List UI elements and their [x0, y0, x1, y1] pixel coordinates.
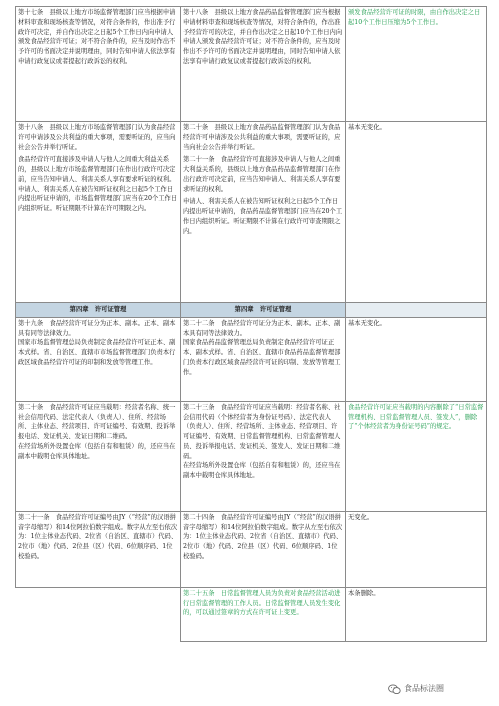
paragraph: 在经营场所外设置仓库（包括自有和租赁）的，还应当在副本中载明仓库具体地址。	[18, 442, 176, 460]
watermark	[388, 683, 444, 695]
paragraph: 基本无变化。	[348, 124, 386, 131]
paragraph: 第二十一条 食品经营许可证编号由JY（“经营”的汉语拼音字母缩写）和14位阿拉伯数字组成。数字从左至右依次为：1位主体业态代码、2位省（自治区、直辖市）代码、2位市（地）代码、2位县（区）代码、6位顺序码、1位校验码。	[18, 513, 178, 560]
wechat-icon	[388, 684, 401, 695]
change-note	[346, 511, 487, 587]
paragraph: 食品经营许可证应当载明的内容删除了“日常监督管理机构、日常监督管理人员、签发人”，删除了“个体经营者为身份证号码”的规定。	[348, 403, 484, 431]
change-note	[346, 317, 487, 401]
paragraph: 第十七条 县级以上地方市场监督管理部门应当根据申请材料审查和现场核查等情况，对符合条件的，作出准予行政许可决定，并自作出决定之日起5个工作日内向申请人颁发食品经营许可证；对不符合条件的，应当及时作出不予许可的书面决定并说明理由，同时告知申请人依法享有申请行政复议或者提起行政诉讼的权利。	[18, 9, 176, 65]
paragraph: 第二十一条 食品经营许可直接涉及申请人与他人之间重大利益关系的，县级以上地方食品药品监督管理部门在作出行政许可决定前，应当告知申请人、利害关系人享有要求听证的权利。	[183, 156, 341, 193]
new-article-19	[16, 317, 181, 401]
paragraph: 国家市场监督管理总局负责制定食品经营许可证正本、副本式样。省、自治区、直辖市市场监督管理部门负责本行政区域食品经营许可证的印制和发放等管理工作。	[18, 339, 176, 366]
paragraph: 颁发食品经营许可证的时限，由自作出决定之日起10个工作日压缩为5个工作日。	[348, 9, 481, 26]
change-note	[346, 7, 487, 122]
change-note	[346, 587, 487, 641]
paragraph: 食品经营许可直接涉及申请人与他人之间重大利益关系的，县级以上地方市场监督管理部门在作出行政许可决定前，应当告知申请人、利害关系人享有要求听证的权利。	[18, 156, 176, 183]
empty-cell	[16, 587, 181, 641]
old-article-20-21	[181, 122, 346, 303]
chapter-title-new: 第四章 许可证管理	[16, 303, 181, 318]
paragraph: 第二十条 食品经营许可证应当载明：经营者名称、统一社会信用代码、法定代表人（负责人）、住所、经营场所、主体业态、经营项目、许可证编号、有效期、投诉举报电话、发证机关、发证日期和二维码。	[18, 403, 176, 440]
paragraph: 第二十三条 食品经营许可证应当载明：经营者名称、社会信用代码（个体经营者为身份证号码）、法定代表人（负责人）、住所、经营场所、主体业态、经营项目、许可证编号、有效期、日常监督管理机构、日常监督管理人员、投诉举报电话、发证机关、签发人、发证日期和二维码。	[183, 403, 341, 460]
change-note	[346, 122, 487, 303]
paragraph: 第二十四条 食品经营许可证编号由JY（“经营”的汉语拼音字母缩写）和14位阿拉伯数字组成。数字从左至右依次为：1位主体业态代码、2位省（自治区、直辖市）代码、2位市（地）代码、2位县（区）代码、6位顺序码、1位校验码。	[183, 513, 343, 560]
paragraph: 第二十五条 日常监督管理人员为负责对食品经营活动进行日常监督管理的工作人员。日常监督管理人员发生变化的，可以通过签章的方式在许可证上变更。	[183, 589, 341, 617]
old-article-22	[181, 317, 346, 401]
paragraph: 第二十二条 食品经营许可证分为正本、副本。正本、副本具有同等法律效力。	[183, 319, 341, 337]
table-row	[16, 122, 487, 303]
paragraph: 第二十条 县级以上地方食品药品监督管理部门认为食品经营许可申请涉及公共利益的重大事项，需要听证的，应当向社会公告并举行听证。	[183, 124, 341, 151]
table-row	[16, 587, 487, 641]
change-note	[346, 401, 487, 511]
new-article-17	[16, 7, 181, 122]
old-article-23	[181, 401, 346, 511]
regulation-comparison-table	[15, 6, 487, 642]
table-row	[16, 317, 487, 401]
old-article-24	[181, 511, 346, 587]
new-article-20	[16, 401, 181, 511]
comparison-table-wrapper	[15, 6, 486, 642]
paragraph: 在经营场所外设置仓库（包括自有和租赁）的，还应当在副本中载明仓库具体地址。	[183, 462, 341, 479]
paragraph: 申请人、利害关系人在被告知听证权利之日起5个工作日内提出听证申请的，食品药品监督管理部门应当在20个工作日内组织听证。听证期限不计算在行政许可审查期限之内。	[183, 198, 343, 235]
paragraph: 无变化。	[348, 513, 374, 521]
watermark-text: 食品标法圈	[404, 684, 444, 693]
table-row	[16, 511, 487, 587]
chapter-heading-row	[16, 303, 487, 318]
paragraph: 基本无变化。	[348, 319, 386, 327]
chapter-note	[346, 303, 487, 318]
old-article-18	[181, 7, 346, 122]
paragraph: 申请人、利害关系人在被告知听证权利之日起5个工作日内提出听证申请的，市场监督管理部门应当在20个工作日内组织听证。听证期限不计算在许可期限之内。	[18, 185, 178, 212]
new-article-21	[16, 511, 181, 587]
paragraph: 第十八条 县级以上地方食品药品监督管理部门应当根据申请材料审查和现场核查等情况，对符合条件的，作出准予经营许可的决定，并自作出决定之日起10个工作日内向申请人颁发食品经营许可证；对不符合条件的，应当及时作出不予许可的书面决定并说明理由，同时告知申请人依法享有申请行政复议或者提起行政诉讼的权利。	[183, 9, 343, 65]
table-row	[16, 7, 487, 122]
paragraph: 第十八条 县级以上地方市场监督管理部门认为食品经营许可申请涉及公共利益的重大事项，需要听证的，应当向社会公告并举行听证。	[18, 124, 176, 151]
table-row	[16, 401, 487, 511]
paragraph: 第十九条 食品经营许可证分为正本、副本。正本、副本具有同等法律效力。	[18, 319, 176, 337]
paragraph: 本条删除。	[348, 589, 380, 597]
chapter-title-old: 第四章 许可证管理	[181, 303, 346, 318]
paragraph: 国家食品药品监督管理总局负责制定食品经营许可证正本、副本式样。省、自治区、直辖市食品药品监督管理部门负责本行政区域食品经营许可证的印制、发放等管理工作。	[183, 339, 341, 376]
new-article-18	[16, 122, 181, 303]
old-article-25	[181, 587, 346, 641]
